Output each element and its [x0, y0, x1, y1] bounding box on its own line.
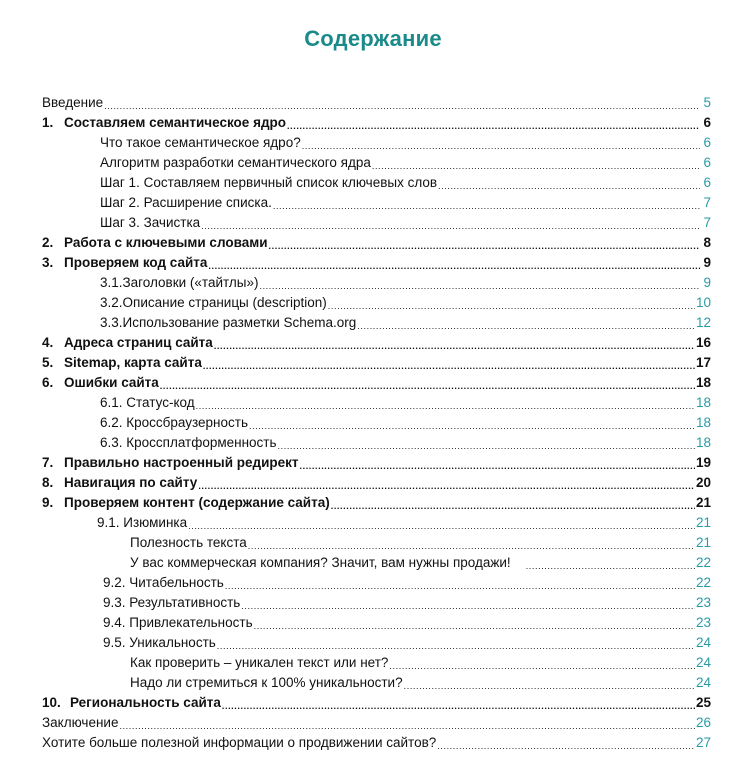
toc-entry[interactable]	[42, 332, 711, 352]
toc-entry-label[interactable]: Ошибки сайта	[64, 375, 159, 390]
toc-entry-page-number[interactable]: 6	[703, 115, 711, 130]
toc-entry-label[interactable]: Sitemap, карта сайта	[64, 355, 202, 370]
dot-leader	[222, 700, 695, 712]
toc-entry[interactable]	[100, 412, 711, 432]
toc-entry-page-number[interactable]: 16	[695, 335, 711, 350]
toc-entry-page-number[interactable]: 17	[695, 355, 711, 370]
toc-entry[interactable]	[100, 312, 711, 332]
toc-entry-page-number[interactable]: 18	[695, 415, 711, 430]
toc-entry[interactable]	[130, 532, 711, 552]
dot-leader	[119, 720, 694, 732]
toc-entry-label[interactable]: 6.1. Статус-код	[100, 395, 195, 410]
toc-entry-label[interactable]: Составляем семантическое ядро	[64, 115, 287, 130]
toc-entry-number: 6.	[42, 375, 54, 390]
toc-entry-page-number[interactable]: 10	[695, 295, 711, 310]
dot-leader	[269, 240, 700, 252]
toc-entry-label[interactable]: Региональность сайта	[70, 695, 221, 710]
dot-leader	[331, 500, 695, 512]
toc-entry[interactable]	[42, 252, 711, 272]
toc-entry[interactable]	[103, 592, 711, 612]
dot-leader	[214, 340, 695, 352]
toc-entry-label[interactable]: Шаг 3. Зачистка	[100, 215, 201, 230]
toc-entry[interactable]	[42, 492, 711, 512]
toc-entry-label[interactable]: Проверяем код сайта	[64, 255, 208, 270]
toc-entry-label[interactable]: Проверяем контент (содержание сайта)	[64, 495, 330, 510]
toc-entry-number: 3.	[42, 255, 54, 270]
toc-entry-label[interactable]: 6.3. Кроссплатформенность	[100, 435, 277, 450]
dot-leader	[198, 480, 695, 492]
toc-entry[interactable]	[42, 452, 711, 472]
toc-entry[interactable]	[42, 472, 711, 492]
toc-entry-label[interactable]: 9.2. Читабельность	[103, 575, 224, 590]
dot-leader	[404, 680, 695, 692]
toc-entry[interactable]	[42, 92, 711, 112]
toc-entry-page-number[interactable]: 7	[703, 195, 711, 210]
toc-entry-page-number[interactable]: 25	[695, 695, 711, 710]
dot-leader	[203, 360, 695, 372]
dot-leader	[160, 380, 695, 392]
toc-entry[interactable]	[42, 112, 711, 132]
toc-entry-page-number[interactable]: 6	[703, 135, 711, 150]
toc-entry-page-number[interactable]: 21	[695, 515, 711, 530]
toc-entry-page-number[interactable]: 22	[695, 575, 711, 590]
toc-entry[interactable]	[130, 652, 711, 672]
toc-entry[interactable]	[100, 272, 711, 292]
toc-entry-page-number[interactable]: 21	[695, 535, 711, 550]
toc-entry[interactable]	[100, 132, 711, 152]
toc-entry-label[interactable]: Правильно настроенный редирект	[64, 455, 299, 470]
toc-entry[interactable]	[100, 392, 711, 412]
toc-entry-label[interactable]: 9.3. Результативность	[103, 595, 241, 610]
toc-entry-page-number[interactable]: 12	[695, 315, 711, 330]
toc-entry-page-number[interactable]: 6	[703, 175, 711, 190]
toc-entry-number: 5.	[42, 355, 54, 370]
toc-entry-label[interactable]: У вас коммерческая компания? Значит, вам нужны продажи!	[130, 555, 511, 570]
toc-entry[interactable]	[100, 172, 711, 192]
dot-leader	[300, 460, 695, 472]
toc-entry[interactable]	[100, 292, 711, 312]
toc-entry-page-number[interactable]: 21	[695, 495, 711, 510]
dot-leader	[287, 120, 700, 132]
toc-entry-label[interactable]: 3.3.Использование разметки Schema.org	[100, 315, 357, 330]
dot-leader	[526, 560, 695, 572]
toc-entry-label[interactable]: 9.5. Уникальность	[103, 635, 216, 650]
dot-leader	[196, 400, 695, 412]
toc-entry-page-number[interactable]: 7	[703, 215, 711, 230]
toc-entry-page-number[interactable]: 24	[695, 635, 711, 650]
toc-entry-page-number[interactable]: 18	[695, 395, 711, 410]
dot-leader	[208, 260, 700, 272]
dot-leader	[241, 600, 695, 612]
dot-leader	[357, 320, 695, 332]
toc-entry[interactable]	[130, 672, 711, 692]
toc-entry-label[interactable]: Что такое семантическое ядро?	[100, 135, 301, 150]
toc-entry-page-number[interactable]: 9	[703, 275, 711, 290]
toc-entry[interactable]	[100, 152, 711, 172]
toc-entry[interactable]	[42, 692, 711, 712]
dot-leader	[302, 140, 700, 152]
dot-leader	[254, 620, 695, 632]
toc-entry-page-number[interactable]: 19	[695, 455, 711, 470]
toc-entry-number: 4.	[42, 335, 54, 350]
toc-entry-page-number[interactable]: 23	[695, 615, 711, 630]
toc-entry-number: 8.	[42, 475, 54, 490]
toc-entry-label[interactable]: 9.1. Изюминка	[97, 515, 188, 530]
toc-entry[interactable]	[103, 632, 711, 652]
dot-leader	[259, 280, 700, 292]
toc-entry-label[interactable]: 6.2. Кроссбраузерность	[100, 415, 248, 430]
toc-entry-label[interactable]: Хотите больше полезной информации о продвижении сайтов?	[42, 735, 437, 750]
toc-entry[interactable]	[100, 192, 711, 212]
toc-entry[interactable]	[42, 232, 711, 252]
toc-entry-label[interactable]: Работа с ключевыми словами	[64, 235, 268, 250]
dot-leader	[104, 100, 700, 112]
toc-entry-label[interactable]: Введение	[42, 95, 104, 110]
toc-entry-page-number[interactable]: 9	[703, 255, 711, 270]
toc-entry-label[interactable]: 3.2.Описание страницы (description)	[100, 295, 327, 310]
toc-entry-label[interactable]: Надо ли стремиться к 100% уникальности?	[130, 675, 403, 690]
toc-entry[interactable]	[103, 572, 711, 592]
toc-entry-page-number[interactable]: 26	[695, 715, 711, 730]
toc-entry-page-number[interactable]: 5	[703, 95, 711, 110]
dot-leader	[188, 520, 695, 532]
page-title: Содержание	[304, 26, 442, 51]
toc-entry-label[interactable]: Навигация по сайту	[64, 475, 198, 490]
toc-entry-label[interactable]: Заключение	[42, 715, 119, 730]
toc-entry[interactable]	[100, 212, 711, 232]
dot-leader	[201, 220, 700, 232]
toc-entry-number: 7.	[42, 455, 54, 470]
toc-entry-number: 2.	[42, 235, 54, 250]
dot-leader	[437, 740, 695, 752]
toc-entry-page-number[interactable]: 24	[695, 675, 711, 690]
toc-entry-label[interactable]: 3.1.Заголовки («тайтлы»)	[100, 275, 259, 290]
dot-leader	[273, 200, 700, 212]
toc-entry-label[interactable]: Алгоритм разработки семантического ядра	[100, 155, 371, 170]
toc-entry-page-number[interactable]: 22	[695, 555, 711, 570]
toc-entry[interactable]	[42, 352, 711, 372]
dot-leader	[438, 180, 700, 192]
toc-entry-label[interactable]: Полезность текста	[130, 535, 247, 550]
dot-leader	[328, 300, 695, 312]
toc-entry-label[interactable]: Шаг 2. Расширение списка.	[100, 195, 272, 210]
toc-entry-label[interactable]: 9.4. Привлекательность	[103, 615, 253, 630]
dot-leader	[372, 160, 700, 172]
toc-entry-label[interactable]: Шаг 1. Составляем первичный список ключевых слов	[100, 175, 438, 190]
toc-entry[interactable]	[103, 612, 711, 632]
toc-entry[interactable]	[97, 512, 711, 532]
toc-entry-page-number[interactable]: 8	[703, 235, 711, 250]
toc-entry-label[interactable]: Как проверить – уникален текст или нет?	[130, 655, 389, 670]
toc-entry-page-number[interactable]: 20	[695, 475, 711, 490]
toc-entry[interactable]	[42, 712, 711, 732]
toc-entry-number: 10.	[42, 695, 61, 710]
dot-leader	[217, 640, 695, 652]
toc-entry[interactable]	[100, 432, 711, 452]
toc-entry-page-number[interactable]: 24	[695, 655, 711, 670]
toc-entry[interactable]	[42, 732, 711, 752]
toc-entry-page-number[interactable]: 27	[695, 735, 711, 750]
dot-leader	[225, 580, 695, 592]
dot-leader	[278, 440, 695, 452]
dot-leader	[248, 540, 695, 552]
dot-leader	[249, 420, 695, 432]
toc-entry-page-number[interactable]: 18	[695, 375, 711, 390]
toc-entry-number: 9.	[42, 495, 54, 510]
toc-entry-label[interactable]: Адреса страниц сайта	[64, 335, 213, 350]
toc-entry[interactable]	[42, 372, 711, 392]
toc-entry-page-number[interactable]: 23	[695, 595, 711, 610]
toc-entry-number: 1.	[42, 115, 54, 130]
toc-entry[interactable]	[130, 552, 711, 572]
toc-entry-page-number[interactable]: 6	[703, 155, 711, 170]
toc-entry-page-number[interactable]: 18	[695, 435, 711, 450]
dot-leader	[389, 660, 695, 672]
